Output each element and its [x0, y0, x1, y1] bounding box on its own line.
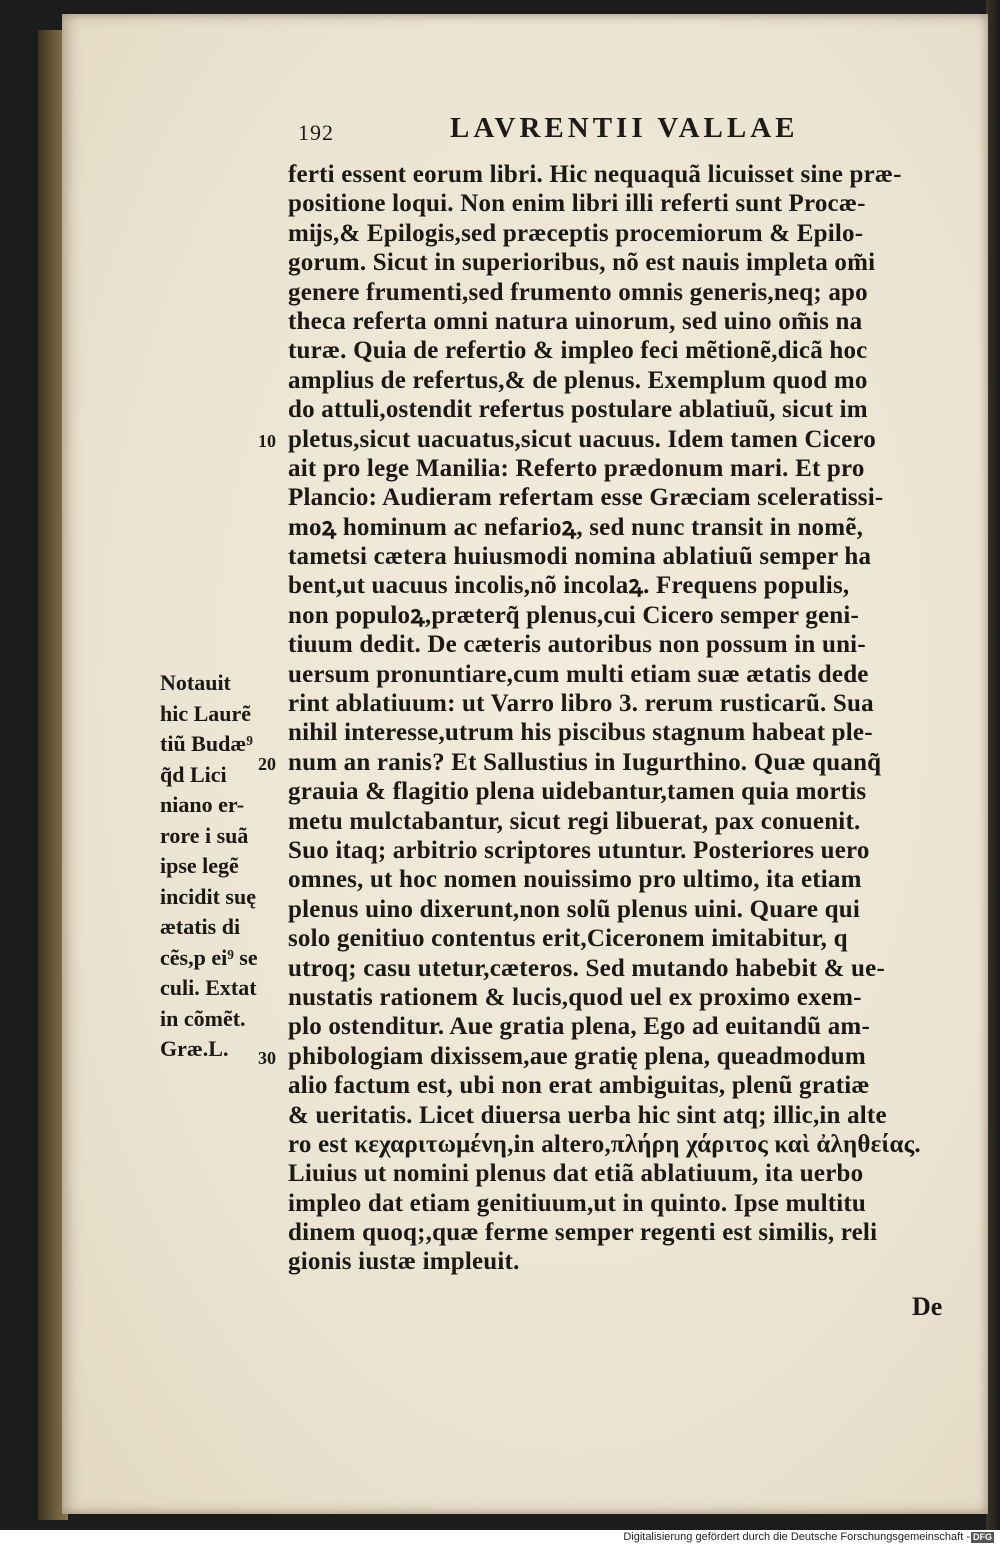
running-head [298, 110, 858, 150]
text-line: Suo itaq; arbitrio scriptores utuntur. Posteriores uero [288, 836, 870, 864]
page-number: 192 [298, 120, 334, 145]
text-line: genere frumenti,sed frumento omnis generis,neq; apo [288, 278, 868, 306]
text-line: positione loqui. Non enim libri illi referti sunt Procæ- [288, 190, 866, 218]
text-line: tametsi cætera huiusmodi nomina ablatiuũ semper ha [288, 543, 872, 571]
text-line: ro est κεχαριτωμένη,in altero,πλήρη χάριτος καὶ ἀληθείας. [288, 1130, 921, 1158]
text-line: alio factum est, ubi non erat ambiguitas, plenũ gratiæ [288, 1072, 870, 1100]
line-number: 30 [258, 1048, 276, 1068]
marginal-note-line: niano er- [160, 792, 245, 817]
text-line: theca referta omni natura uinorum, sed uino om̃is na [288, 307, 863, 335]
footer-credit: Digitalisierung gefördert durch die Deutsche Forschungsgemeinschaft - [623, 1531, 970, 1543]
text-line: utroq; casu utetur,cæteros. Sed mutando habebit & ue- [288, 954, 885, 982]
text-line: gionis iustæ impleuit. [288, 1248, 520, 1276]
marginal-note-line: rore i suã [160, 822, 249, 848]
text-line: solo genitiuo contentus erit,Ciceronem imitabitur, q [288, 925, 848, 953]
marginal-note-line: in cõmẽt. [160, 1005, 246, 1031]
text-line: metu mulctabantur, sicut regi libuerat, pax conuenit. [288, 807, 861, 835]
text-line: num an ranis? Et Sallustius in Iugurthino. Quæ quanq̃ [288, 748, 882, 776]
marginal-note-line: cẽs,p ei⁹ se [160, 944, 258, 970]
marginal-note-line: tiũ Budæ⁹ [160, 731, 253, 756]
marginal-note-line: Græ.L. [160, 1036, 229, 1061]
marginal-note-line: ipse legẽ [160, 853, 239, 878]
text-line: Liuius ut nomini plenus dat etiã ablatiuum, ita uerbo [288, 1160, 864, 1188]
line-number: 20 [258, 754, 276, 774]
text-line: gorum. Sicut in superioribus, nõ est nauis impleta om̃i [288, 249, 876, 277]
digitization-footer [0, 1530, 1000, 1546]
text-line: impleo dat etiam genitiuum,ut in quinto. Ipse multitu [288, 1189, 867, 1217]
marginal-note-line: incidit suę [160, 883, 256, 909]
book-fore-edge [986, 0, 1000, 1530]
text-line: ait pro lege Manilia: Referto prædonum mari. Et pro [288, 454, 865, 482]
marginal-note-line: ætatis di [160, 914, 241, 939]
text-line: grauia & flagitio plena uidebantur,tamen quia mortis [288, 778, 867, 806]
marginal-note-line: q̃d Lici [160, 761, 227, 787]
text-line: tiuum dedit. De cæteris autoribus non possum in uni- [288, 631, 866, 659]
text-line: plo ostenditur. Aue gratia plena, Ego ad euitandũ am- [288, 1013, 870, 1041]
text-line: uersum pronuntiare,cum multi etiam suæ ætatis dede [288, 660, 869, 688]
text-line: mĳs,& Epilogis,sed præceptis procemiorum & Epilo- [288, 219, 864, 247]
text-line: turæ. Quia de refertio & impleo feci mẽtionẽ,dicã hoc [288, 337, 868, 365]
catchword: De [912, 1292, 943, 1321]
marginal-note-line: Notauit [160, 670, 231, 695]
text-line: do attuli,ostendit refertus postulare ablatiuũ, sicut im [288, 396, 868, 424]
text-line: omnes, ut hoc nomen nouissimo pro ultimo, ita etiam [288, 866, 862, 894]
marginal-note-line: culi. Extat [160, 975, 257, 1000]
text-line: moꝝ hominum ac nefarioꝝ, sed nunc transit in nomẽ, [288, 513, 864, 541]
text-line: amplius de refertus,& de plenus. Exemplum quod mo [288, 366, 868, 394]
marginal-note-line: hic Laurẽ [160, 700, 252, 726]
marginal-note [160, 668, 300, 1065]
text-line: phibologiam dixissem,aue gratię plena, queadmodum [288, 1042, 866, 1070]
text-line: & ueritatis. Licet diuersa uerba hic sint atq; illic,in alte [288, 1101, 887, 1129]
text-line: non populoꝝ,præterq̃ plenus,cui Cicero semper geni- [288, 601, 860, 629]
body-text [288, 160, 978, 1277]
text-line: pletus,sicut uacuatus,sicut uacuus. Idem tamen Cicero [288, 425, 876, 453]
text-line: nihil interesse,utrum his piscibus stagnum habeat ple- [288, 719, 873, 747]
text-line: nustatis rationem & lucis,quod uel ex proximo exem- [288, 983, 862, 1011]
dfg-logo: DFG [973, 1532, 992, 1542]
text-line: dinem quoq;,quæ ferme semper regenti est similis, reli [288, 1219, 878, 1247]
text-line: rint ablatiuum: ut Varro libro 3. rerum rusticarũ. Sua [288, 690, 874, 718]
text-line: ferti essent eorum libri. Hic nequaquã licuisset sine præ- [288, 161, 902, 188]
text-line: Plancio: Audieram refertam esse Græciam sceleratissi- [288, 484, 884, 512]
text-line: plenus uino dixerunt,non solũ plenus uini. Quare qui [288, 895, 860, 923]
running-title: LAVRENTII VALLAE [450, 112, 799, 144]
text-line: bent,ut uacuus incolis,nõ incolaꝝ. Frequens populis, [288, 572, 850, 600]
book-page [62, 14, 988, 1514]
line-number: 10 [258, 430, 276, 451]
